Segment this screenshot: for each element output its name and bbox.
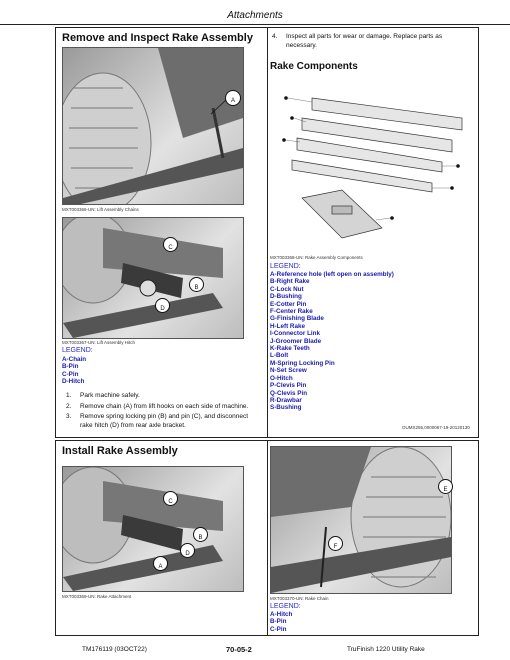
legend-item: F-Center Rake — [270, 308, 313, 316]
step-text: Park machine safely. — [80, 392, 140, 399]
legend-item: B-Pin — [62, 363, 79, 371]
legend-item: C-Pin — [62, 370, 79, 378]
step-number: 1. — [66, 392, 72, 399]
callout-c-circle — [163, 237, 178, 252]
legend-item: E-Cotter Pin — [270, 300, 307, 308]
legend-item: J-Groomer Blade — [270, 337, 322, 345]
step-text: Inspect all parts for wear or damage. Replace parts as necessary. — [286, 33, 443, 49]
legend-item: B-Right Rake — [270, 278, 310, 286]
components-legend — [270, 271, 394, 412]
header-title: Attachments — [227, 10, 283, 21]
callout-c-circle — [163, 491, 178, 506]
callout-f-circle — [328, 536, 343, 551]
step-number: 4. — [272, 33, 278, 40]
install-figure1-caption: MXT003369-UN: Rake Attachment — [62, 594, 132, 599]
figure1-caption: MXT003366-UN: Lift Assembly Chains — [62, 207, 139, 212]
legend-item: I-Connector Link — [270, 330, 321, 338]
rake-chain-photo — [270, 446, 452, 594]
page-header — [0, 0, 510, 25]
install-figure2-caption: MXT003370-UN: Rake Chain — [270, 596, 329, 601]
legend-item: P-Clevis Pin — [270, 382, 307, 390]
legend-item: C-Pin — [270, 625, 287, 633]
steps-list — [66, 392, 262, 432]
callout-a-label: A — [158, 564, 163, 570]
legend-list — [62, 356, 86, 386]
section1-title: Remove and Inspect Rake Assembly — [62, 32, 253, 44]
callout-e-circle — [438, 479, 453, 494]
callout-d-label: D — [185, 551, 190, 557]
figure3-caption: MXT003368-UN: Rake Assembly Components — [270, 255, 363, 260]
step-text: Remove spring locking pin (B) and pin (C), and disconnect rake hitch (D) from rear axle bracket. — [80, 413, 249, 429]
legend-item: D-Hitch — [62, 378, 85, 386]
column-divider — [267, 28, 268, 437]
legend-item: H-Left Rake — [270, 322, 305, 330]
legend-item: Q-Clevis Pin — [270, 389, 308, 397]
legend-item: D-Bushing — [270, 293, 302, 301]
legend-item: A-Hitch — [270, 611, 293, 618]
legend-item: L-Bolt — [270, 352, 289, 360]
callout-b-circle — [189, 277, 204, 292]
callout-e-label: E — [443, 487, 448, 493]
column-divider — [267, 441, 268, 635]
callout-c-label: C — [168, 499, 173, 505]
callout-c-label: C — [168, 245, 173, 251]
legend-item: C-Lock Nut — [270, 285, 304, 293]
callout-f-label: F — [333, 544, 338, 550]
lift-chains-photo — [62, 47, 244, 205]
legend-item: A-Reference hole (left open on assembly) — [270, 271, 394, 278]
callout-a-circle — [153, 556, 168, 571]
section2-title: Install Rake Assembly — [62, 445, 178, 457]
figure2-caption: MXT003367-UN: Lift Assembly Hitch — [62, 340, 136, 345]
legend-title: LEGEND: — [62, 347, 93, 354]
callout-d-circle — [180, 543, 195, 558]
callout-d-circle — [155, 298, 170, 313]
footer-right: TruFinish 1220 Utility Rake — [347, 646, 425, 653]
legend-item: N-Set Screw — [270, 367, 307, 375]
legend-item: M-Spring Locking Pin — [270, 359, 335, 367]
rake-attachment-photo — [62, 466, 244, 592]
footer-left: TM176119 (03OCT22) — [82, 646, 147, 653]
callout-b-circle — [193, 527, 208, 542]
callout-d-label: D — [160, 306, 165, 312]
callout-a-circle — [225, 90, 241, 106]
legend-item: A-Chain — [62, 356, 87, 363]
step-item — [66, 392, 262, 401]
step-item — [66, 413, 262, 430]
callout-a-label: A — [230, 98, 235, 104]
callout-b-label: B — [194, 285, 199, 291]
step-text: Remove chain (A) from lift hooks on each side of machine. — [80, 402, 249, 410]
step-item — [272, 33, 472, 50]
step-number: 3. — [66, 413, 72, 420]
legend-item: O-Hitch — [270, 374, 293, 382]
legend-item: B-Pin — [270, 618, 287, 626]
step-number: 2. — [66, 402, 72, 410]
components-title: Rake Components — [270, 61, 358, 72]
legend-item: S-Bushing — [270, 404, 302, 412]
rake-components-diagram — [272, 78, 472, 248]
install-legend-title: LEGEND: — [270, 603, 301, 610]
footer-page-number: 70-05-2 — [226, 645, 252, 654]
reference-code: OUMX256,0000067-19-20120130 — [402, 425, 470, 430]
callout-b-label: B — [198, 535, 203, 541]
components-legend-title: LEGEND: — [270, 263, 301, 270]
legend-item: G-Finishing Blade — [270, 315, 324, 323]
legend-item: K-Rake Teeth — [270, 345, 310, 353]
install-legend — [270, 611, 292, 633]
step-item — [66, 403, 262, 412]
lift-hitch-photo — [62, 217, 244, 339]
legend-item: R-Drawbar — [270, 396, 302, 404]
step4-list — [272, 33, 472, 52]
